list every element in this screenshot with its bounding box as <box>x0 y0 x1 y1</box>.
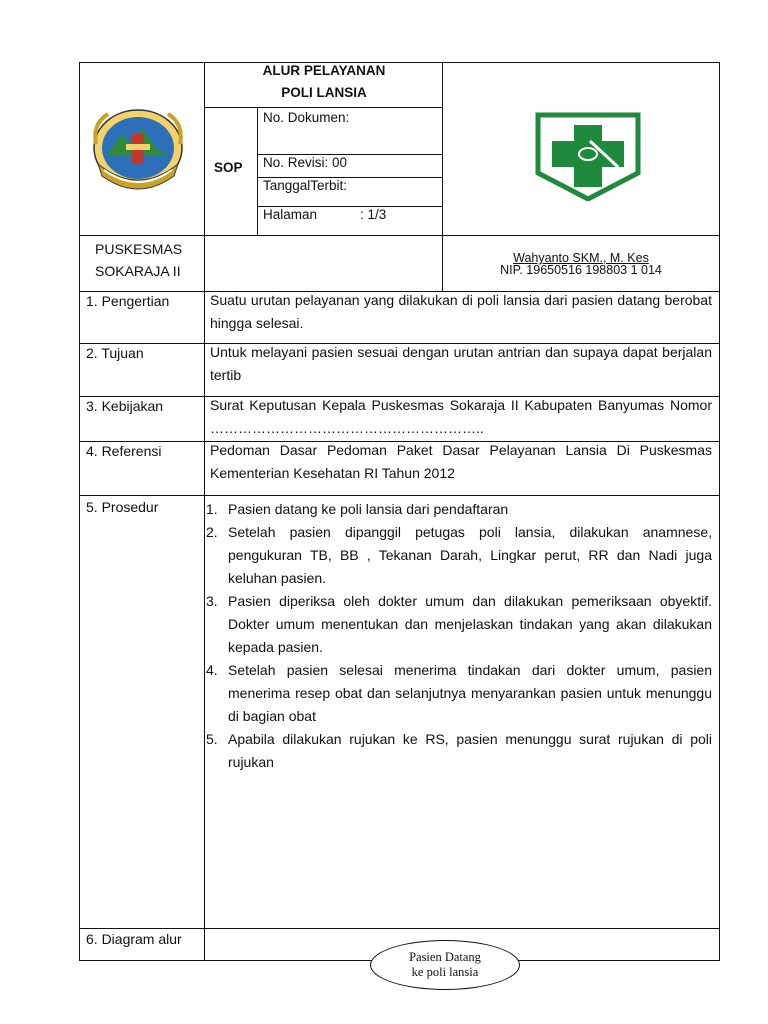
procedure-step-number: 3. <box>206 593 218 609</box>
section-label-pengertian: 1. Pengertian <box>86 293 170 309</box>
puskesmas-green-cross-logo-icon <box>534 111 642 201</box>
section-label-prosedur: 5. Prosedur <box>86 499 159 515</box>
procedure-step-text: Pasien diperiksa oleh dokter umum dan dilakukan pemeriksaan obyektif. Dokter umum menentukan dan menjelaskan tindakan yang akan dilakukan kepada pasien. <box>228 593 712 655</box>
page-title-line2: POLI LANSIA <box>281 85 367 100</box>
regency-emblem-icon <box>88 104 188 192</box>
procedure-step-number: 5. <box>206 731 218 747</box>
procedure-step <box>206 521 712 590</box>
procedure-step <box>206 728 712 774</box>
signatory-nip: NIP. 19650516 198803 1 014 <box>500 263 662 277</box>
procedure-step-number: 1. <box>206 501 218 517</box>
section-label-diagram: 6. Diagram alur <box>86 931 182 947</box>
procedure-step-text: Pasien datang ke poli lansia dari pendaftaran <box>228 501 509 517</box>
section-label-tujuan: 2. Tujuan <box>86 345 144 361</box>
procedure-step <box>206 498 712 521</box>
issue-date-label: TanggalTerbit: <box>263 178 348 193</box>
section-text-referensi: Pedoman Dasar Pedoman Paket Dasar Pelayanan Lansia Di Puskesmas Kementerian Kesehatan RI Tahun 2012 <box>210 442 712 481</box>
procedure-step-text: Setelah pasien dipanggil petugas poli lansia, dilakukan anamnese, pengukuran TB, BB , Tekanan Darah, Lingkar perut, RR dan Nadi juga keluhan pasien. <box>228 524 712 586</box>
procedure-step-number: 4. <box>206 662 218 678</box>
section-label-referensi: 4. Referensi <box>86 443 162 459</box>
procedure-step-number: 2. <box>206 524 218 540</box>
flow-start-node-line2: ke poli lansia <box>411 965 479 979</box>
procedure-step <box>206 659 712 728</box>
section-text-kebijakan: Surat Keputusan Kepala Puskesmas Sokaraja II Kabupaten Banyumas Nomor ………………………………………………….. <box>210 397 712 436</box>
flow-start-node <box>370 940 520 990</box>
section-label-kebijakan: 3. Kebijakan <box>86 398 164 414</box>
organization-name-line2: SOKARAJA II <box>95 263 181 279</box>
page-label: Halaman <box>263 207 318 222</box>
document-number-label: No. Dokumen: <box>263 110 350 125</box>
signatory-name: Wahyanto SKM., M. Kes <box>513 251 649 265</box>
section-text-pengertian: Suatu urutan pelayanan yang dilakukan di poli lansia dari pasien datang berobat hingga selesai. <box>210 292 712 331</box>
procedure-step-text: Apabila dilakukan rujukan ke RS, pasien menunggu surat rujukan di poli rujukan <box>228 731 712 770</box>
revision-number-label: No. Revisi: 00 <box>263 155 348 170</box>
procedure-list <box>206 498 712 774</box>
flow-start-node-line1: Pasien Datang <box>409 950 481 964</box>
sop-label: SOP <box>214 160 243 175</box>
page-value: : 1/3 <box>360 207 387 222</box>
organization-name-line1: PUSKESMAS <box>95 241 183 257</box>
page-title-line1: ALUR PELAYANAN <box>262 63 386 78</box>
procedure-step <box>206 590 712 659</box>
section-text-tujuan: Untuk melayani pasien sesuai dengan urutan antrian dan supaya dapat berjalan tertib <box>210 344 712 383</box>
procedure-step-text: Setelah pasien selesai menerima tindakan dari dokter umum, pasien menerima resep obat dan selanjutnya menyarankan pasien untuk menunggu di bagian obat <box>228 662 712 724</box>
